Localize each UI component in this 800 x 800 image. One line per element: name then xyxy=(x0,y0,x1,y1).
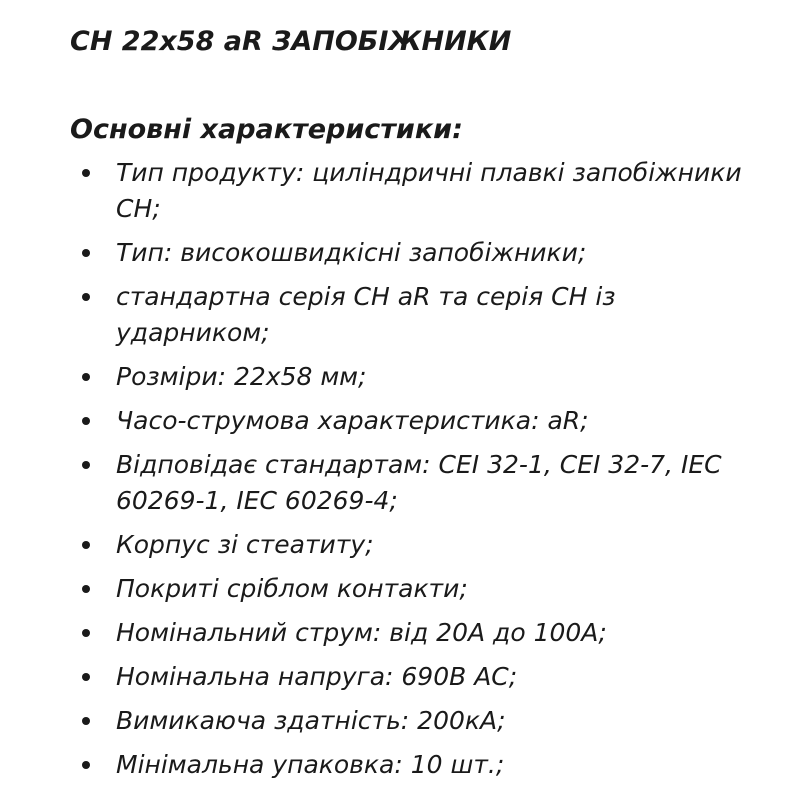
document-title: CH 22x58 aR ЗАПОБІЖНИКИ xyxy=(70,26,512,57)
list-item-text: Тип: високошвидкісні запобіжники; xyxy=(116,238,587,267)
list-item-text: Покриті сріблом контакти; xyxy=(116,574,468,603)
list-item xyxy=(70,235,770,271)
list-item xyxy=(70,615,770,651)
list-item-text: Вимикаюча здатність: 200кА; xyxy=(116,706,506,735)
list-item-text: Номінальний струм: від 20А до 100А; xyxy=(116,618,607,647)
list-item-text: Відповідає стандартам: CEI 32-1, CEI 32-7, IEC 60269-1, IEC 60269-4; xyxy=(116,450,722,515)
bullet-icon xyxy=(82,293,90,301)
bullet-icon xyxy=(82,717,90,725)
list-item-text: Корпус зі стеатиту; xyxy=(116,530,374,559)
list-item xyxy=(70,359,770,395)
bullet-icon xyxy=(82,541,90,549)
list-item xyxy=(70,571,770,607)
bullet-icon xyxy=(82,585,90,593)
section-heading: Основні характеристики: xyxy=(70,114,463,145)
bullet-icon xyxy=(82,673,90,681)
list-item-text: стандартна серія CH aR та серія CH із ударником; xyxy=(116,282,616,347)
bullet-icon xyxy=(82,761,90,769)
list-item xyxy=(70,447,770,519)
bullet-icon xyxy=(82,169,90,177)
list-item-text: Часо-струмова характеристика: aR; xyxy=(116,406,589,435)
bullet-icon xyxy=(82,629,90,637)
bullet-icon xyxy=(82,417,90,425)
list-item xyxy=(70,279,770,351)
bullet-icon xyxy=(82,249,90,257)
list-item-text: Мінімальна упаковка: 10 шт.; xyxy=(116,750,505,779)
list-item xyxy=(70,527,770,563)
list-item xyxy=(70,747,770,783)
list-item xyxy=(70,155,770,227)
bullet-icon xyxy=(82,373,90,381)
list-item xyxy=(70,403,770,439)
bullet-icon xyxy=(82,461,90,469)
list-item-text: Тип продукту: циліндричні плавкі запобіжники CH; xyxy=(116,158,742,223)
list-item-text: Розміри: 22x58 мм; xyxy=(116,362,367,391)
list-item-text: Номінальна напруга: 690В АС; xyxy=(116,662,518,691)
spec-list xyxy=(70,155,770,791)
list-item xyxy=(70,659,770,695)
list-item xyxy=(70,703,770,739)
